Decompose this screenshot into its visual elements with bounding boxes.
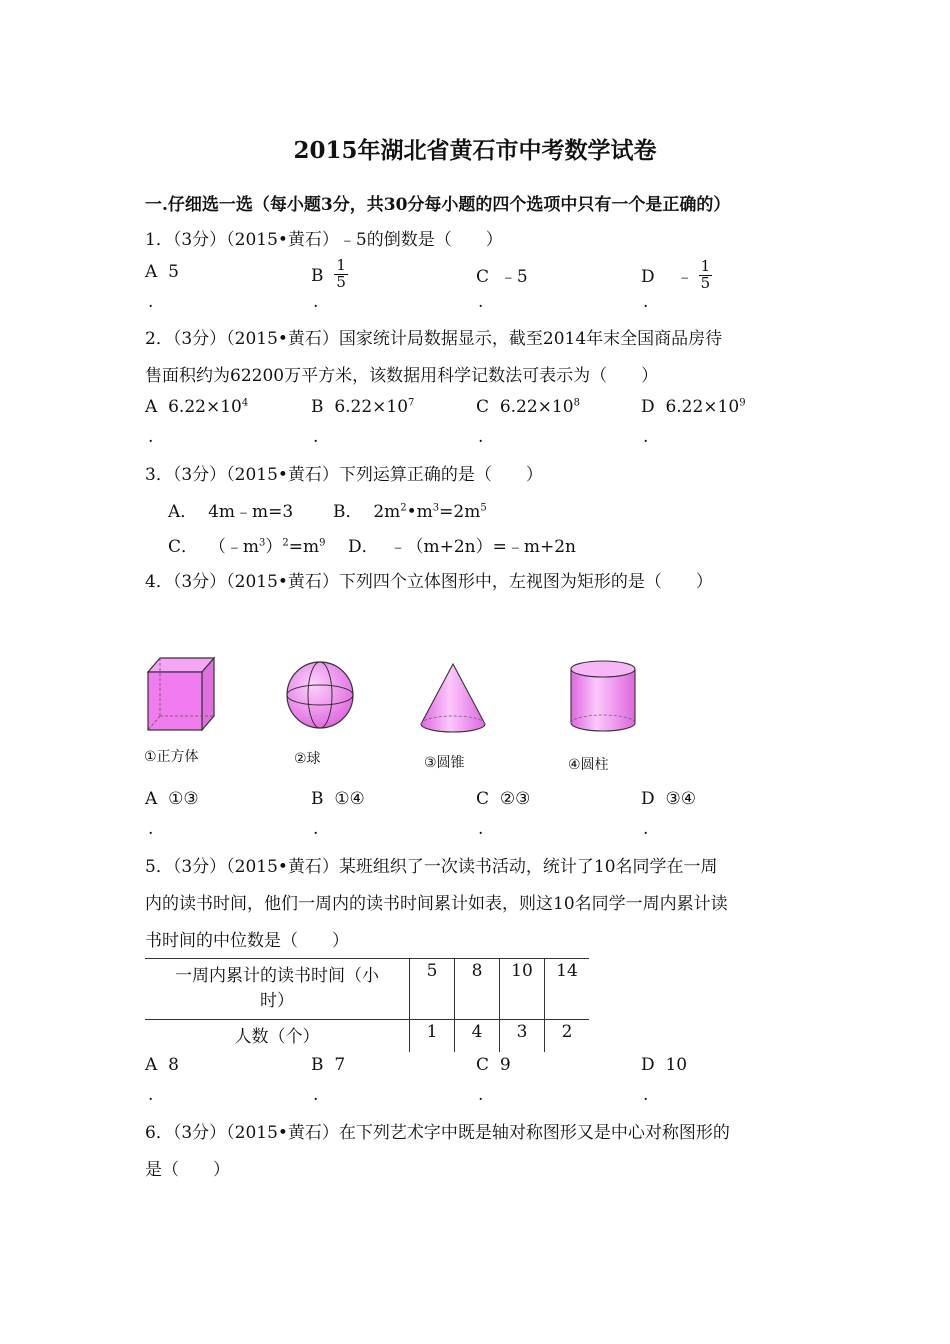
q1-option-b: B $\frac{1}{5}$ (311, 256, 346, 291)
cone-figure (418, 662, 488, 734)
fraction: $\frac{1}{5}$ (336, 256, 346, 291)
q5-option-a: A 8 (145, 1055, 179, 1075)
q2-option-c: C $6.22\times 10^8$ (476, 397, 580, 417)
q5-stem-line1: 5．（3分）（2015•黄石）某班组织了一次读书活动，统计了10名同学在一周 (145, 857, 718, 877)
q2-option-a: A $6.22\times 10^4$ (145, 397, 249, 417)
table-cell: 14 (545, 959, 590, 1020)
option-dot: . (148, 427, 154, 447)
q5-option-c: C 9 (476, 1055, 511, 1075)
option-dot: . (313, 1085, 319, 1105)
table-row (145, 1020, 589, 1053)
fraction: $\frac{1}{5}$ (700, 257, 711, 292)
option-dot: . (313, 292, 319, 312)
q4-option-c: C ②③ (476, 789, 531, 809)
shape-label-cube: ①正方体 (144, 749, 199, 765)
q3-stem: 3．（3分）（2015•黄石）下列运算正确的是（ ） (145, 465, 543, 485)
option-dot: . (478, 819, 484, 839)
reading-time-table (145, 958, 589, 1052)
section-heading: 一.仔细选一选（每小题3分，共30分每小题的四个选项中只有一个是正确的） (145, 195, 731, 215)
q3-option-c: C． $(﹣m^3)^2=m^9$ (168, 537, 326, 557)
q1-option-a: A 5 (145, 262, 179, 282)
table-cell: 3 (500, 1020, 545, 1053)
cube-figure (146, 656, 218, 732)
option-dot: . (643, 1085, 649, 1105)
q5-option-d: D 10 (641, 1055, 688, 1075)
option-dot: . (478, 427, 484, 447)
sphere-figure (284, 659, 356, 731)
cylinder-figure (568, 659, 638, 735)
q4-stem: 4．（3分）（2015•黄石）下列四个立体图形中，左视图为矩形的是（ ） (145, 572, 713, 592)
q6-stem-line2: 是（ ） (145, 1160, 230, 1180)
q2-option-b: B $6.22\times 10^7$ (311, 397, 415, 417)
table-cell: 4 (455, 1020, 500, 1053)
q1-option-d: D ﹣ $\frac{1}{5}$ (641, 257, 711, 292)
q3-option-d: D． ﹣（m+2n）=﹣m+2n (348, 537, 576, 557)
shape-label-cone: ③圆锥 (424, 755, 465, 771)
q1-stem: 1．（3分）（2015•黄石）﹣5的倒数是（ ） (145, 230, 503, 250)
table-cell: 5 (410, 959, 455, 1020)
table-row (145, 959, 589, 1020)
option-dot: . (313, 427, 319, 447)
table-cell: 2 (545, 1020, 590, 1053)
q2-option-d: D $6.22\times 10^9$ (641, 397, 746, 417)
option-dot: . (148, 292, 154, 312)
option-dot: . (643, 819, 649, 839)
table-cell: 8 (455, 959, 500, 1020)
option-dot: . (313, 819, 319, 839)
table-cell: 1 (410, 1020, 455, 1053)
table-cell: 10 (500, 959, 545, 1020)
option-dot: . (643, 292, 649, 312)
page-title: 2015年湖北省黄石市中考数学试卷 (293, 137, 657, 164)
shape-label-sphere: ②球 (294, 751, 321, 767)
option-dot: . (643, 427, 649, 447)
q4-option-a: A ①③ (145, 789, 199, 809)
q1-option-c: C ﹣5 (476, 267, 528, 287)
q2-stem-line1: 2．（3分）（2015•黄石）国家统计局数据显示，截至2014年末全国商品房待 (145, 329, 723, 349)
q6-stem-line1: 6．（3分）（2015•黄石）在下列艺术字中既是轴对称图形又是中心对称图形的 (145, 1123, 730, 1143)
option-dot: . (148, 819, 154, 839)
q3-option-b: B． $2m^2•m^3=2m^5$ (333, 502, 487, 522)
shape-label-cylinder: ④圆柱 (568, 757, 609, 773)
option-dot: . (478, 1085, 484, 1105)
table-header-cell: 一周内累计的读书时间（小 时） (145, 959, 410, 1020)
q4-option-b: B ①④ (311, 789, 365, 809)
option-dot: . (478, 292, 484, 312)
table-header-cell: 人数（个） (145, 1020, 410, 1053)
q5-stem-line3: 书时间的中位数是（ ） (145, 931, 349, 951)
q5-option-b: B 7 (311, 1055, 346, 1075)
q2-stem-line2: 售面积约为62200万平方米，该数据用科学记数法可表示为（ ） (145, 366, 659, 386)
q5-stem-line2: 内的读书时间，他们一周内的读书时间累计如表，则这10名同学一周内累计读 (145, 894, 728, 914)
option-dot: . (148, 1085, 154, 1105)
q3-option-a: A． 4m﹣m=3 (168, 502, 294, 522)
q4-option-d: D ③④ (641, 789, 696, 809)
